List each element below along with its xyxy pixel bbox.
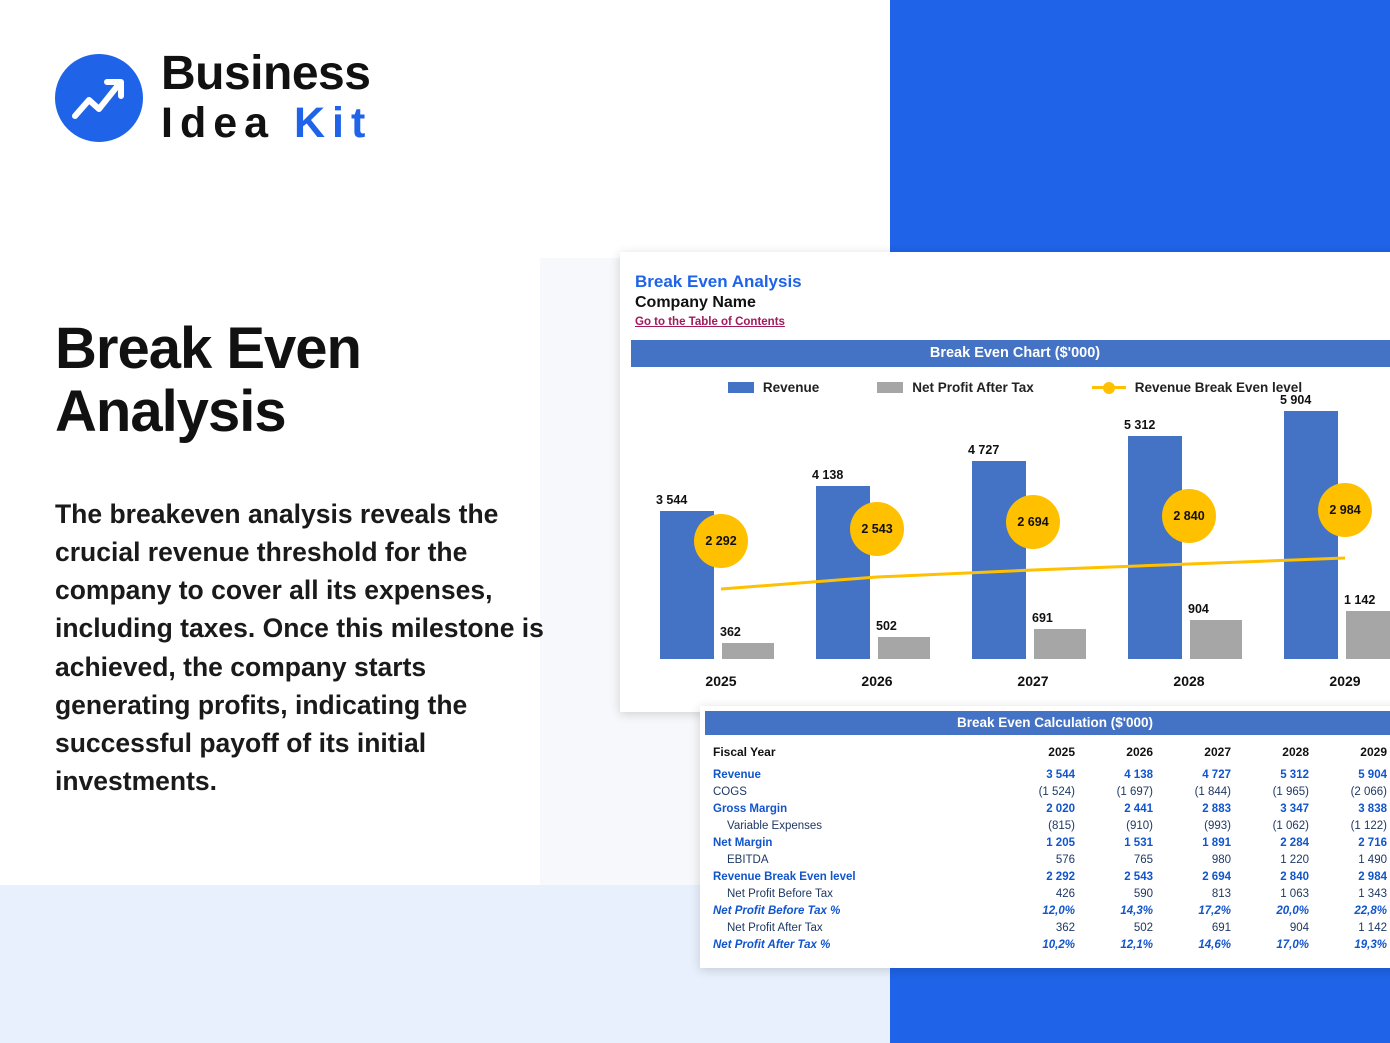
- legend-item-break-even-level[interactable]: [1092, 380, 1302, 395]
- cell-npbt-pct-2029: 22,8%: [1354, 904, 1387, 917]
- logo-mark-icon: [55, 54, 143, 142]
- table-row: [713, 868, 1390, 885]
- marker-break-even-2027[interactable]: 2 694: [1006, 495, 1060, 549]
- table-row: [713, 902, 1390, 919]
- row-label-cogs: COGS: [713, 785, 747, 798]
- cell-npat-pct-2027: 14,6%: [1198, 938, 1231, 951]
- marker-break-even-2025[interactable]: 2 292: [694, 514, 748, 568]
- cell-gross-margin-2027: 2 883: [1202, 802, 1231, 815]
- axis-label-2026: 2026: [861, 673, 893, 689]
- table-row: [713, 817, 1390, 834]
- table-row: [713, 919, 1390, 936]
- table-header-2028: 2028: [1282, 745, 1309, 759]
- table-row: [713, 783, 1390, 800]
- cell-ebitda-2027: 980: [1211, 853, 1231, 866]
- cell-npbt-2028: 1 063: [1280, 887, 1309, 900]
- cell-npbt-pct-2025: 12,0%: [1042, 904, 1075, 917]
- page-description: The breakeven analysis reveals the crucial revenue threshold for the company to cover all its expenses, including taxes. Once this milestone is achieved, the company starts generating profits, indicating the successful payoff of its initial investments.: [55, 499, 544, 797]
- row-label-net-profit-after-tax-pct: Net Profit After Tax %: [713, 938, 831, 951]
- row-label-revenue-break-even-level: Revenue Break Even level: [713, 870, 856, 883]
- legend-swatch-net-profit-icon: [877, 382, 903, 393]
- cell-npbt-2026: 590: [1133, 887, 1153, 900]
- cell-gross-margin-2029: 3 838: [1358, 802, 1387, 815]
- table-row: [713, 851, 1390, 868]
- bar-label-net-profit-2029: 1 142: [1344, 593, 1376, 607]
- cell-gross-margin-2028: 3 347: [1280, 802, 1309, 815]
- cell-variable-expenses-2029: (1 122): [1350, 819, 1387, 832]
- bar-label-net-profit-2025: 362: [720, 625, 741, 639]
- axis-label-2027: 2027: [1017, 673, 1049, 689]
- axis-label-2028: 2028: [1173, 673, 1205, 689]
- bar-label-net-profit-2027: 691: [1032, 611, 1053, 625]
- sheet-company-name: Company Name: [635, 294, 756, 311]
- bar-label-revenue-2026: 4 138: [812, 468, 844, 482]
- calculation-card: [700, 706, 1390, 968]
- break-even-calculation-table: [713, 743, 1390, 953]
- table-header-row: [713, 743, 1390, 766]
- cell-npat-2028: 904: [1289, 921, 1309, 934]
- marker-break-even-2028[interactable]: 2 840: [1162, 489, 1216, 543]
- chart-legend: [620, 380, 1390, 395]
- axis-label-2029: 2029: [1329, 673, 1361, 689]
- cell-ebitda-2029: 1 490: [1358, 853, 1387, 866]
- brand-logo: [55, 47, 373, 147]
- cell-break-even-2028: 2 840: [1280, 870, 1309, 883]
- cell-break-even-2027: 2 694: [1202, 870, 1231, 883]
- cell-variable-expenses-2025: (815): [1048, 819, 1075, 832]
- row-label-ebitda: EBITDA: [727, 853, 769, 866]
- cell-npbt-2029: 1 343: [1358, 887, 1387, 900]
- table-row: [713, 766, 1390, 783]
- cell-npbt-pct-2026: 14,3%: [1120, 904, 1153, 917]
- table-of-contents-link[interactable]: Go to the Table of Contents: [635, 316, 785, 328]
- bar-label-revenue-2029: 5 904: [1280, 393, 1312, 407]
- legend-label-net-profit-after-tax: Net Profit After Tax: [912, 380, 1034, 395]
- cell-net-margin-2028: 2 284: [1280, 836, 1309, 849]
- cell-npat-pct-2026: 12,1%: [1120, 938, 1153, 951]
- cell-npat-pct-2029: 19,3%: [1354, 938, 1387, 951]
- cell-revenue-2027: 4 727: [1202, 768, 1231, 781]
- chart-card: [620, 252, 1390, 712]
- row-label-net-margin: Net Margin: [713, 836, 773, 849]
- legend-swatch-revenue-icon: [728, 382, 754, 393]
- cell-npat-pct-2025: 10,2%: [1042, 938, 1075, 951]
- cell-npat-2029: 1 142: [1358, 921, 1387, 934]
- cell-npat-2026: 502: [1133, 921, 1153, 934]
- table-header-2029: 2029: [1360, 745, 1387, 759]
- cell-net-margin-2027: 1 891: [1202, 836, 1231, 849]
- table-row: [713, 936, 1390, 953]
- table-banner-title: Break Even Calculation ($'000): [705, 711, 1390, 735]
- cell-revenue-2028: 5 312: [1280, 768, 1309, 781]
- cell-ebitda-2026: 765: [1133, 853, 1153, 866]
- bar-label-net-profit-2028: 904: [1188, 602, 1209, 616]
- cell-cogs-2029: (2 066): [1350, 785, 1387, 798]
- marker-break-even-2026[interactable]: 2 543: [850, 502, 904, 556]
- cell-ebitda-2028: 1 220: [1280, 853, 1309, 866]
- table-row: [713, 834, 1390, 851]
- table-header-2027: 2027: [1204, 745, 1231, 759]
- cell-revenue-2025: 3 544: [1046, 768, 1075, 781]
- bar-label-revenue-2027: 4 727: [968, 443, 1000, 457]
- legend-line-break-even-icon: [1092, 386, 1126, 389]
- cell-ebitda-2025: 576: [1055, 853, 1075, 866]
- legend-label-revenue: Revenue: [762, 380, 820, 395]
- cell-break-even-2026: 2 543: [1124, 870, 1153, 883]
- cell-revenue-2026: 4 138: [1124, 768, 1153, 781]
- table-header-fiscal-year: Fiscal Year: [713, 745, 776, 759]
- row-label-revenue: Revenue: [713, 768, 761, 781]
- decor-block-top-right: [890, 0, 1390, 258]
- cell-npat-2025: 362: [1055, 921, 1075, 934]
- legend-item-net-profit-after-tax[interactable]: [877, 380, 1034, 395]
- table-row: [713, 800, 1390, 817]
- bar-label-net-profit-2026: 502: [876, 619, 897, 633]
- cell-gross-margin-2025: 2 020: [1046, 802, 1075, 815]
- cell-npat-2027: 691: [1211, 921, 1231, 934]
- page-title: Break Even Analysis: [55, 316, 361, 444]
- cell-net-margin-2029: 2 716: [1358, 836, 1387, 849]
- cell-npbt-2025: 426: [1055, 887, 1075, 900]
- cell-npbt-pct-2027: 17,2%: [1198, 904, 1231, 917]
- cell-npbt-2027: 813: [1211, 887, 1231, 900]
- cell-net-margin-2026: 1 531: [1124, 836, 1153, 849]
- cell-npat-pct-2028: 17,0%: [1276, 938, 1309, 951]
- legend-label-break-even-level: Revenue Break Even level: [1134, 380, 1303, 395]
- bar-label-revenue-2025: 3 544: [656, 493, 688, 507]
- axis-label-2025: 2025: [705, 673, 737, 689]
- row-label-gross-margin: Gross Margin: [713, 802, 788, 815]
- chart-banner-title: Break Even Chart ($'000): [631, 340, 1390, 367]
- row-label-net-profit-before-tax: Net Profit Before Tax: [727, 887, 833, 900]
- cell-revenue-2029: 5 904: [1358, 768, 1387, 781]
- cell-variable-expenses-2026: (910): [1126, 819, 1153, 832]
- cell-gross-margin-2026: 2 441: [1124, 802, 1153, 815]
- row-label-net-profit-after-tax: Net Profit After Tax: [727, 921, 823, 934]
- chart-plot-area: [632, 393, 1390, 691]
- row-label-variable-expenses: Variable Expenses: [727, 819, 823, 832]
- logo-text-kit: Kit: [294, 99, 373, 147]
- cell-npbt-pct-2028: 20,0%: [1276, 904, 1309, 917]
- table-header-2025: 2025: [1048, 745, 1075, 759]
- cell-break-even-2029: 2 984: [1358, 870, 1387, 883]
- logo-text-idea: Idea: [161, 99, 294, 147]
- cell-cogs-2028: (1 965): [1272, 785, 1309, 798]
- cell-break-even-2025: 2 292: [1046, 870, 1075, 883]
- bar-label-revenue-2028: 5 312: [1124, 418, 1156, 432]
- table-header-2026: 2026: [1126, 745, 1153, 759]
- cell-variable-expenses-2027: (993): [1204, 819, 1231, 832]
- marker-break-even-2029[interactable]: 2 984: [1318, 483, 1372, 537]
- legend-item-revenue[interactable]: [728, 380, 819, 395]
- logo-text-ideakit: [161, 99, 373, 147]
- logo-text-business: Business: [161, 47, 371, 100]
- cell-cogs-2027: (1 844): [1194, 785, 1231, 798]
- cell-variable-expenses-2028: (1 062): [1272, 819, 1309, 832]
- cell-net-margin-2025: 1 205: [1046, 836, 1075, 849]
- cell-cogs-2026: (1 697): [1116, 785, 1153, 798]
- table-row: [713, 885, 1390, 902]
- sheet-title: Break Even Analysis: [635, 272, 802, 291]
- row-label-net-profit-before-tax-pct: Net Profit Before Tax %: [713, 904, 841, 917]
- cell-cogs-2025: (1 524): [1038, 785, 1075, 798]
